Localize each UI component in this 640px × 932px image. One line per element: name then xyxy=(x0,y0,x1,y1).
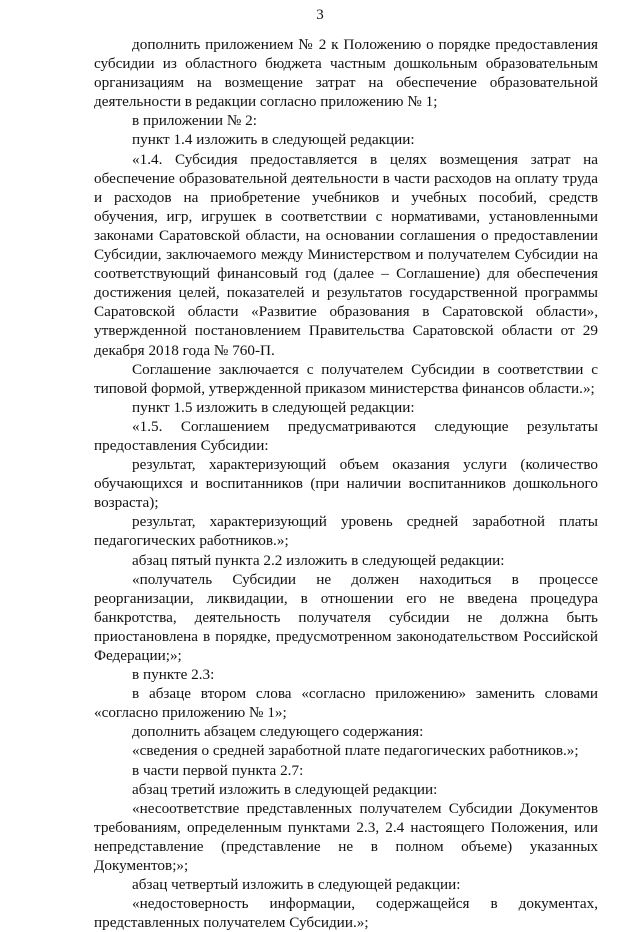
paragraph: «сведения о средней заработной плате педагогических работников.»; xyxy=(132,742,579,760)
document-body xyxy=(94,35,598,932)
paragraph: результат, характеризующий объем оказания услуги (количество обучающихся и воспитанников (при наличии воспитанников дошкольного возраста); xyxy=(94,456,598,512)
paragraph: результат, характеризующий уровень средней заработной платы педагогических работников.»; xyxy=(94,513,598,550)
paragraph: Соглашение заключается с получателем Субсидии в соответствии с типовой формой, утвержденной приказом министерства финансов области.»; xyxy=(94,360,598,397)
paragraph: абзац пятый пункта 2.2 изложить в следующей редакции: xyxy=(132,551,505,569)
page-number: 3 xyxy=(316,7,324,23)
paragraph: дополнить абзацем следующего содержания: xyxy=(132,723,424,741)
paragraph: пункт 1.5 изложить в следующей редакции: xyxy=(132,398,415,416)
paragraph: «недостоверность информации, содержащейся в документах, представленных получателем Субсидии.»; xyxy=(94,895,598,932)
paragraph: «1.4. Субсидия предоставляется в целях возмещения затрат на обеспечение образовательной деятельности в части расходов на оплату труда и расходов на приобретение учебников и учебных пособий, средств обучения, игр, игрушек в соответствии с нормативами, установленными законами Саратовской области, на основании соглашения о предоставлении Субсидии, заключаемого между Министерством и получателем Субсидии на соответствующий финансовый год (далее – Соглашение) для обеспечения достижения целей, показателей и результатов государственной программы Саратовской области «Развитие образования в Саратовской области», утвержденной постановлением Правительства Саратовской области от 29 декабря 2018 года № 760-П. xyxy=(94,150,598,359)
paragraph: в абзаце втором слова «согласно приложению» заменить словами «согласно приложению № 1»; xyxy=(94,685,598,722)
paragraph: «несоответствие представленных получателем Субсидии Документов требованиям, определенным пунктами 2.3, 2.4 настоящего Положения, или непредставление (представление не в полном объеме) указанных Документов;»; xyxy=(94,799,598,875)
paragraph: абзац третий изложить в следующей редакции: xyxy=(132,780,438,798)
paragraph: «получатель Субсидии не должен находиться в процессе реорганизации, ликвидации, в отношении его не введена процедура банкротства, деятельность получателя субсидии не должна быть приостановлена в порядке, предусмотренном законодательством Российской Федерации;»; xyxy=(94,570,598,664)
paragraph: в части первой пункта 2.7: xyxy=(132,761,304,779)
paragraph: в приложении № 2: xyxy=(132,112,257,130)
paragraph: в пункте 2.3: xyxy=(132,666,215,684)
paragraph: абзац четвертый изложить в следующей редакции: xyxy=(132,876,461,894)
paragraph: дополнить приложением № 2 к Положению о порядке предоставления субсидии из областного бюджета частным дошкольным образовательным организациям на возмещение затрат на обеспечение образовательной деятельности в редакции согласно приложению № 1; xyxy=(94,36,598,111)
paragraph: пункт 1.4 изложить в следующей редакции: xyxy=(132,131,415,149)
paragraph: «1.5. Соглашением предусматриваются следующие результаты предоставления Субсидии: xyxy=(94,417,598,454)
